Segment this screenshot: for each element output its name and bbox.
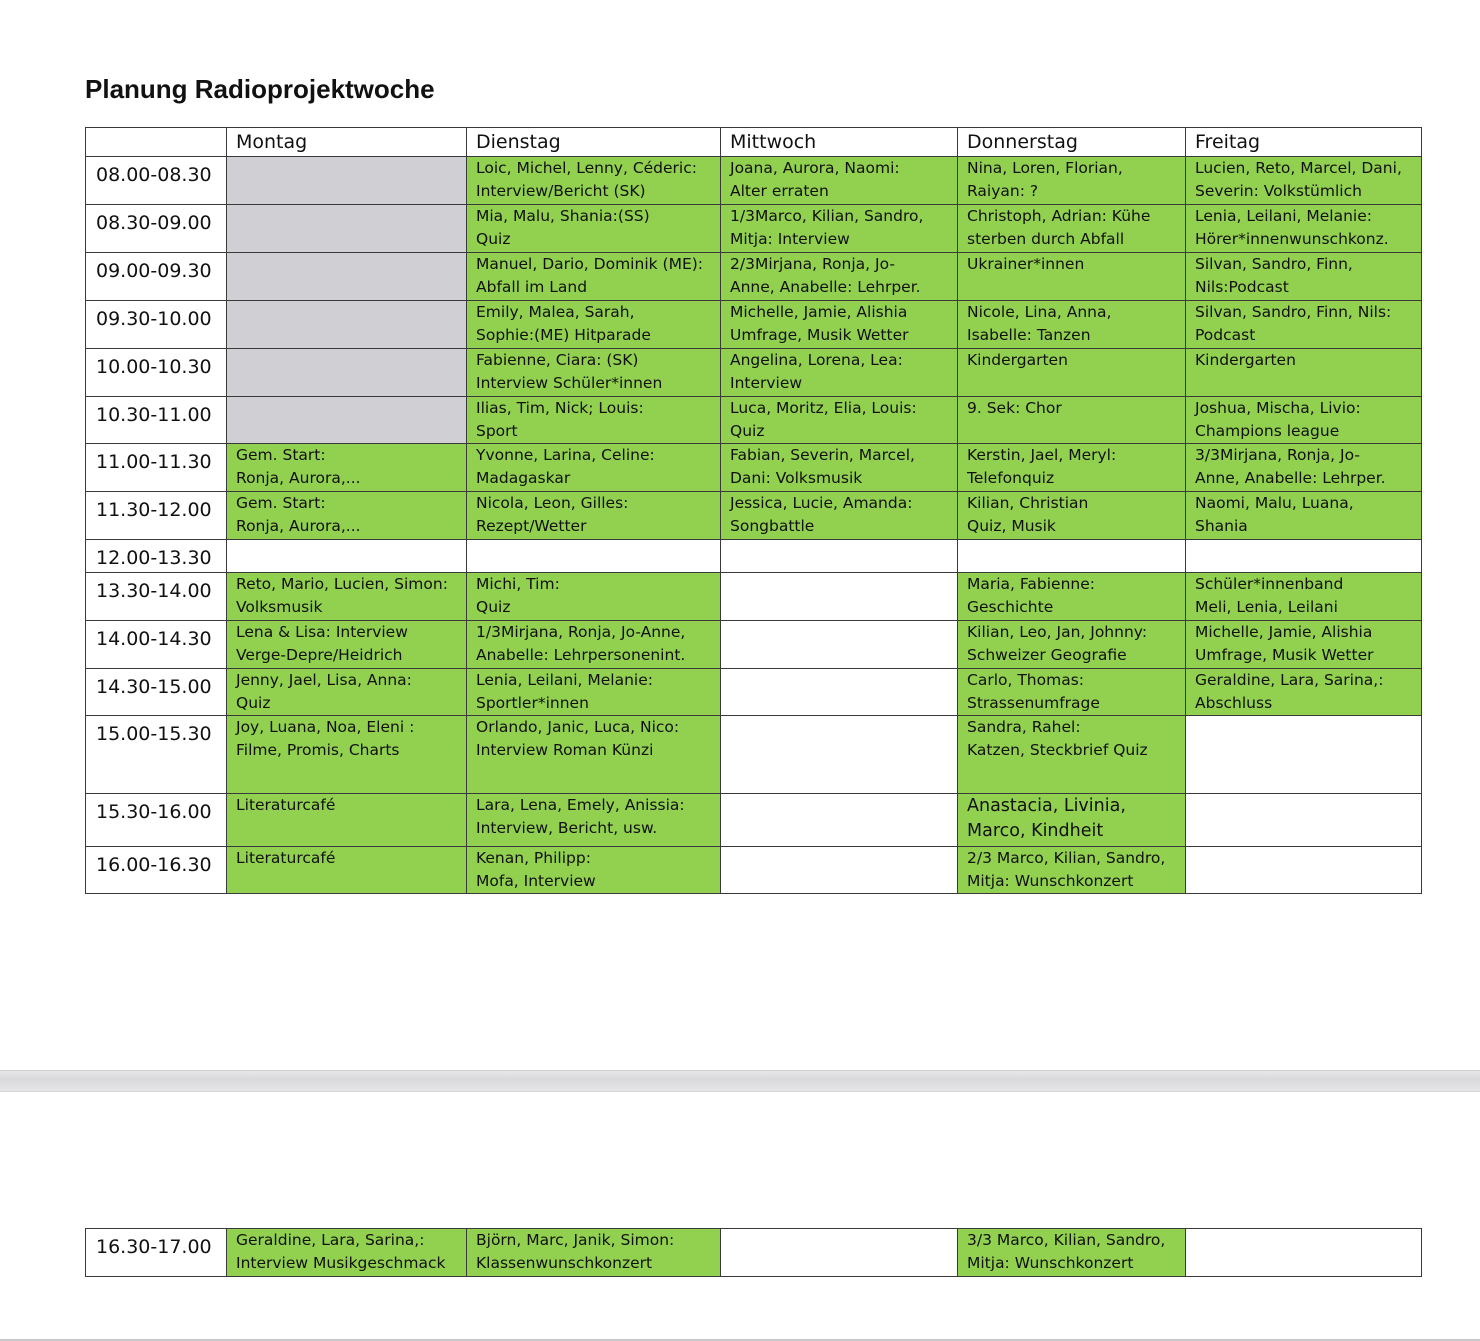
time-slot-cell: 11.30-12.00 (86, 492, 227, 540)
cell-freitag: Lucien, Reto, Marcel, Dani, Severin: Volkstümlich (1186, 157, 1422, 205)
cell-freitag: Lenia, Leilani, Melanie: Hörer*innenwunschkonz. (1186, 205, 1422, 253)
cell-montag (227, 157, 467, 205)
cell-montag: Literaturcafé (227, 794, 467, 847)
cell-dienstag: Fabienne, Ciara: (SK) Interview Schüler*innen (467, 349, 721, 397)
cell-mittwoch (721, 540, 958, 573)
cell-mittwoch: Michelle, Jamie, Alishia Umfrage, Musik Wetter (721, 301, 958, 349)
cell-donnerstag: Sandra, Rahel: Katzen, Steckbrief Quiz (958, 716, 1186, 794)
header-row (86, 128, 1422, 157)
cell-donnerstag: Nicole, Lina, Anna, Isabelle: Tanzen (958, 301, 1186, 349)
time-slot-cell: 10.30-11.00 (86, 397, 227, 444)
header-freitag: Freitag (1186, 128, 1422, 157)
cell-freitag: Geraldine, Lara, Sarina,: Abschluss (1186, 669, 1422, 716)
cell-mittwoch: Jessica, Lucie, Amanda: Songbattle (721, 492, 958, 540)
cell-dienstag: Loic, Michel, Lenny, Céderic: Interview/Bericht (SK) (467, 157, 721, 205)
cell-dienstag: Yvonne, Larina, Celine: Madagaskar (467, 444, 721, 492)
cell-montag: Reto, Mario, Lucien, Simon: Volksmusik (227, 573, 467, 621)
cell-montag (227, 540, 467, 573)
time-slot-cell: 11.00-11.30 (86, 444, 227, 492)
cell-freitag: Silvan, Sandro, Finn, Nils: Podcast (1186, 301, 1422, 349)
cell-donnerstag: Anastacia, Livinia, Marco, Kindheit (958, 794, 1186, 847)
cell-donnerstag: Kilian, Leo, Jan, Johnny: Schweizer Geografie (958, 621, 1186, 669)
cell-montag: Geraldine, Lara, Sarina,: Interview Musikgeschmack (227, 1229, 467, 1277)
cell-montag (227, 349, 467, 397)
time-slot-cell: 15.00-15.30 (86, 716, 227, 794)
cell-freitag: Michelle, Jamie, Alishia Umfrage, Musik Wetter (1186, 621, 1422, 669)
document-page-2 (0, 1092, 1480, 1341)
cell-donnerstag: Ukrainer*innen (958, 253, 1186, 301)
cell-mittwoch (721, 1229, 958, 1277)
cell-freitag: Kindergarten (1186, 349, 1422, 397)
cell-dienstag: Michi, Tim: Quiz (467, 573, 721, 621)
table-row (86, 397, 1422, 444)
cell-freitag: 3/3Mirjana, Ronja, Jo- Anne, Anabelle: Lehrper. (1186, 444, 1422, 492)
cell-freitag (1186, 540, 1422, 573)
time-slot-cell: 08.30-09.00 (86, 205, 227, 253)
cell-montag (227, 397, 467, 444)
cell-mittwoch: 1/3Marco, Kilian, Sandro, Mitja: Interview (721, 205, 958, 253)
table-row (86, 253, 1422, 301)
cell-montag: Joy, Luana, Noa, Eleni : Filme, Promis, Charts (227, 716, 467, 794)
cell-mittwoch (721, 847, 958, 894)
cell-mittwoch (721, 621, 958, 669)
cell-dienstag: Orlando, Janic, Luca, Nico: Interview Roman Künzi (467, 716, 721, 794)
page-separator (0, 1070, 1480, 1092)
document-title: Planung Radioprojektwoche (85, 74, 435, 104)
table-row (86, 621, 1422, 669)
cell-freitag (1186, 716, 1422, 794)
cell-dienstag: Manuel, Dario, Dominik (ME): Abfall im Land (467, 253, 721, 301)
table-row (86, 301, 1422, 349)
header-dienstag: Dienstag (467, 128, 721, 157)
cell-montag: Jenny, Jael, Lisa, Anna: Quiz (227, 669, 467, 716)
cell-freitag: Schüler*innenband Meli, Lenia, Leilani (1186, 573, 1422, 621)
cell-donnerstag: 9. Sek: Chor (958, 397, 1186, 444)
cell-dienstag: Kenan, Philipp: Mofa, Interview (467, 847, 721, 894)
schedule-table-continued (85, 1228, 1422, 1277)
cell-montag (227, 301, 467, 349)
time-slot-cell: 14.30-15.00 (86, 669, 227, 716)
cell-montag: Lena & Lisa: Interview Verge-Depre/Heidrich (227, 621, 467, 669)
time-slot-cell: 08.00-08.30 (86, 157, 227, 205)
cell-dienstag: Nicola, Leon, Gilles: Rezept/Wetter (467, 492, 721, 540)
header-cell-empty (86, 128, 227, 157)
cell-montag (227, 253, 467, 301)
table-row (86, 794, 1422, 847)
cell-freitag (1186, 794, 1422, 847)
cell-donnerstag: 2/3 Marco, Kilian, Sandro, Mitja: Wunschkonzert (958, 847, 1186, 894)
time-slot-cell: 15.30-16.00 (86, 794, 227, 847)
time-slot-cell: 14.00-14.30 (86, 621, 227, 669)
cell-mittwoch: Angelina, Lorena, Lea: Interview (721, 349, 958, 397)
table-row (86, 205, 1422, 253)
cell-dienstag (467, 540, 721, 573)
cell-donnerstag: Maria, Fabienne: Geschichte (958, 573, 1186, 621)
cell-mittwoch (721, 573, 958, 621)
cell-donnerstag (958, 540, 1186, 573)
cell-dienstag: Ilias, Tim, Nick; Louis: Sport (467, 397, 721, 444)
table-row (86, 349, 1422, 397)
cell-mittwoch: Fabian, Severin, Marcel, Dani: Volksmusik (721, 444, 958, 492)
cell-freitag (1186, 1229, 1422, 1277)
header-mittwoch: Mittwoch (721, 128, 958, 157)
table-row (86, 492, 1422, 540)
cell-montag: Gem. Start: Ronja, Aurora,... (227, 444, 467, 492)
schedule-table (85, 127, 1422, 894)
table-row (86, 716, 1422, 794)
time-slot-cell: 13.30-14.00 (86, 573, 227, 621)
cell-dienstag: Lenia, Leilani, Melanie: Sportler*innen (467, 669, 721, 716)
table-row (86, 540, 1422, 573)
cell-freitag: Joshua, Mischa, Livio: Champions league (1186, 397, 1422, 444)
table-row (86, 1229, 1422, 1277)
table-row (86, 444, 1422, 492)
table-row (86, 573, 1422, 621)
cell-montag: Gem. Start: Ronja, Aurora,... (227, 492, 467, 540)
cell-montag (227, 205, 467, 253)
cell-mittwoch: Joana, Aurora, Naomi: Alter erraten (721, 157, 958, 205)
table-row (86, 669, 1422, 716)
cell-montag: Literaturcafé (227, 847, 467, 894)
cell-donnerstag: 3/3 Marco, Kilian, Sandro, Mitja: Wunschkonzert (958, 1229, 1186, 1277)
cell-mittwoch (721, 716, 958, 794)
time-slot-cell: 16.00-16.30 (86, 847, 227, 894)
cell-dienstag: Björn, Marc, Janik, Simon: Klassenwunschkonzert (467, 1229, 721, 1277)
cell-mittwoch: Luca, Moritz, Elia, Louis: Quiz (721, 397, 958, 444)
cell-donnerstag: Kilian, Christian Quiz, Musik (958, 492, 1186, 540)
time-slot-cell: 12.00-13.30 (86, 540, 227, 573)
time-slot-cell: 09.00-09.30 (86, 253, 227, 301)
time-slot-cell: 09.30-10.00 (86, 301, 227, 349)
cell-donnerstag: Kerstin, Jael, Meryl: Telefonquiz (958, 444, 1186, 492)
cell-donnerstag: Christoph, Adrian: Kühe sterben durch Abfall (958, 205, 1186, 253)
cell-mittwoch (721, 669, 958, 716)
cell-donnerstag: Nina, Loren, Florian, Raiyan: ? (958, 157, 1186, 205)
time-slot-cell: 16.30-17.00 (86, 1229, 227, 1277)
cell-mittwoch: 2/3Mirjana, Ronja, Jo- Anne, Anabelle: Lehrper. (721, 253, 958, 301)
cell-donnerstag: Carlo, Thomas: Strassenumfrage (958, 669, 1186, 716)
header-montag: Montag (227, 128, 467, 157)
cell-freitag: Silvan, Sandro, Finn, Nils:Podcast (1186, 253, 1422, 301)
cell-dienstag: 1/3Mirjana, Ronja, Jo-Anne, Anabelle: Lehrpersonenint. (467, 621, 721, 669)
cell-freitag (1186, 847, 1422, 894)
cell-dienstag: Lara, Lena, Emely, Anissia: Interview, Bericht, usw. (467, 794, 721, 847)
cell-donnerstag: Kindergarten (958, 349, 1186, 397)
cell-dienstag: Emily, Malea, Sarah, Sophie:(ME) Hitparade (467, 301, 721, 349)
table-row (86, 847, 1422, 894)
header-donnerstag: Donnerstag (958, 128, 1186, 157)
table-row (86, 157, 1422, 205)
cell-freitag: Naomi, Malu, Luana, Shania (1186, 492, 1422, 540)
cell-dienstag: Mia, Malu, Shania:(SS) Quiz (467, 205, 721, 253)
time-slot-cell: 10.00-10.30 (86, 349, 227, 397)
cell-mittwoch (721, 794, 958, 847)
